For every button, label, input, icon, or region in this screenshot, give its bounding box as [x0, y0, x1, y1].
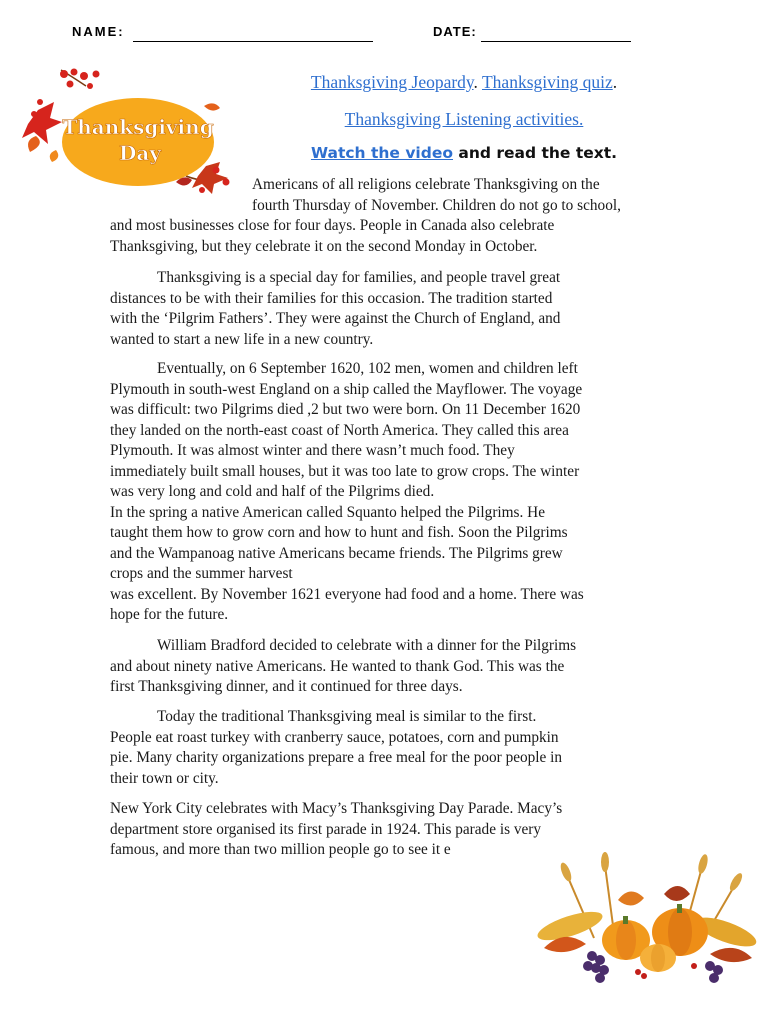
links-row-2: [252, 109, 676, 130]
paragraph-4: [110, 636, 705, 698]
watch-video-link[interactable]: Watch the video: [310, 144, 453, 162]
text-line: and most businesses close for four days. People in Canada also celebrate: [110, 217, 555, 234]
watch-instruction: [252, 144, 676, 162]
separator: .: [612, 72, 618, 92]
text-line: and about ninety native Americans. He wanted to thank God. This was the: [110, 657, 565, 675]
text-line: Americans of all religions celebrate Thanksgiving on the: [252, 176, 600, 193]
text-line: In the spring a native American called Squanto helped the Pilgrims. He: [110, 503, 545, 521]
harvest-illustration: [534, 848, 760, 1000]
text-line: William Bradford decided to celebrate with a dinner for the Pilgrims: [157, 637, 577, 654]
text-line: Plymouth in south-west England on a ship called the Mayflower. The voyage: [110, 380, 583, 398]
text-line: New York City celebrates with Macy’s Thanksgiving Day Parade. Macy’s: [110, 800, 563, 817]
text-line: Plymouth. It was almost winter and there wasn’t much food. They: [110, 442, 515, 459]
watch-instruction-text: and read the text.: [453, 144, 618, 162]
leaf-icon: [204, 103, 220, 110]
text-line: Thanksgiving, but they celebrate it on the second Monday in October.: [110, 237, 538, 255]
text-line: hope for the future.: [110, 606, 229, 623]
separator: .: [473, 72, 478, 92]
text-line: was excellent. By November 1621 everyone had food and a home. There was: [110, 585, 584, 603]
text-line: Thanksgiving is a special day for families, and people travel great: [157, 269, 561, 286]
text-line: department store organised its first parade in 1924. This parade is very: [110, 820, 542, 838]
leaf-icon: [28, 136, 40, 152]
listening-activities-link[interactable]: Thanksgiving Listening activities.: [344, 109, 584, 129]
logo-text-line1: Thanksgiving: [62, 115, 214, 139]
text-line: was difficult: two Pilgrims died ,2 but two were born. On 11 December 1620: [110, 401, 581, 418]
text-line: first Thanksgiving dinner, and it continued for three days.: [110, 678, 463, 695]
paragraph-2: [110, 268, 705, 350]
text-line: People eat roast turkey with cranberry sauce, potatoes, corn and pumpkin: [110, 728, 559, 746]
text-line: fourth Thursday of November. Children do not go to school,: [252, 196, 621, 214]
links-row-1: [252, 72, 676, 93]
paragraph-3: [110, 359, 705, 626]
date-field[interactable]: [481, 41, 631, 42]
logo-text-line2: Day: [119, 141, 161, 165]
text-line: crops and the summer harvest: [110, 565, 293, 582]
text-line: their town or city.: [110, 769, 219, 787]
leaf-icon: [50, 150, 59, 162]
text-line: and the Wampanoag native Americans became friends. The Pilgrims grew: [110, 544, 563, 562]
jeopardy-link[interactable]: Thanksgiving Jeopardy: [310, 72, 474, 92]
text-line: was very long and cold and half of the Pilgrims died.: [110, 483, 435, 500]
text-line: distances to be with their families for this occasion. The tradition started: [110, 289, 553, 307]
date-label: DATE:: [433, 24, 477, 39]
quiz-link[interactable]: Thanksgiving quiz: [481, 72, 613, 92]
text-line: famous, and more than two million people go to see it e: [110, 841, 451, 858]
name-label: NAME:: [72, 24, 125, 39]
text-line: immediately built small houses, but it was too late to grow crops. The winter: [110, 462, 580, 480]
maple-leaf-icon: [22, 102, 62, 144]
pumpkin-icon: [640, 944, 676, 972]
name-field[interactable]: [133, 41, 373, 42]
text-line: taught them how to grow corn and how to hunt and fish. Soon the Pilgrims: [110, 524, 568, 541]
text-line: Eventually, on 6 September 1620, 102 men, women and children left: [157, 360, 578, 377]
text-line: pie. Many charity organizations prepare a free meal for the poor people in: [110, 749, 563, 766]
text-line: wanted to start a new life in a new country.: [110, 330, 374, 348]
paragraph-5: [110, 707, 705, 789]
text-line: with the ‘Pilgrim Fathers’. They were against the Church of England, and: [110, 310, 561, 327]
paragraph-1: [110, 175, 702, 257]
text-line: they landed on the north-east coast of North America. They called this area: [110, 421, 569, 439]
text-line: Today the traditional Thanksgiving meal is similar to the first.: [157, 708, 537, 725]
